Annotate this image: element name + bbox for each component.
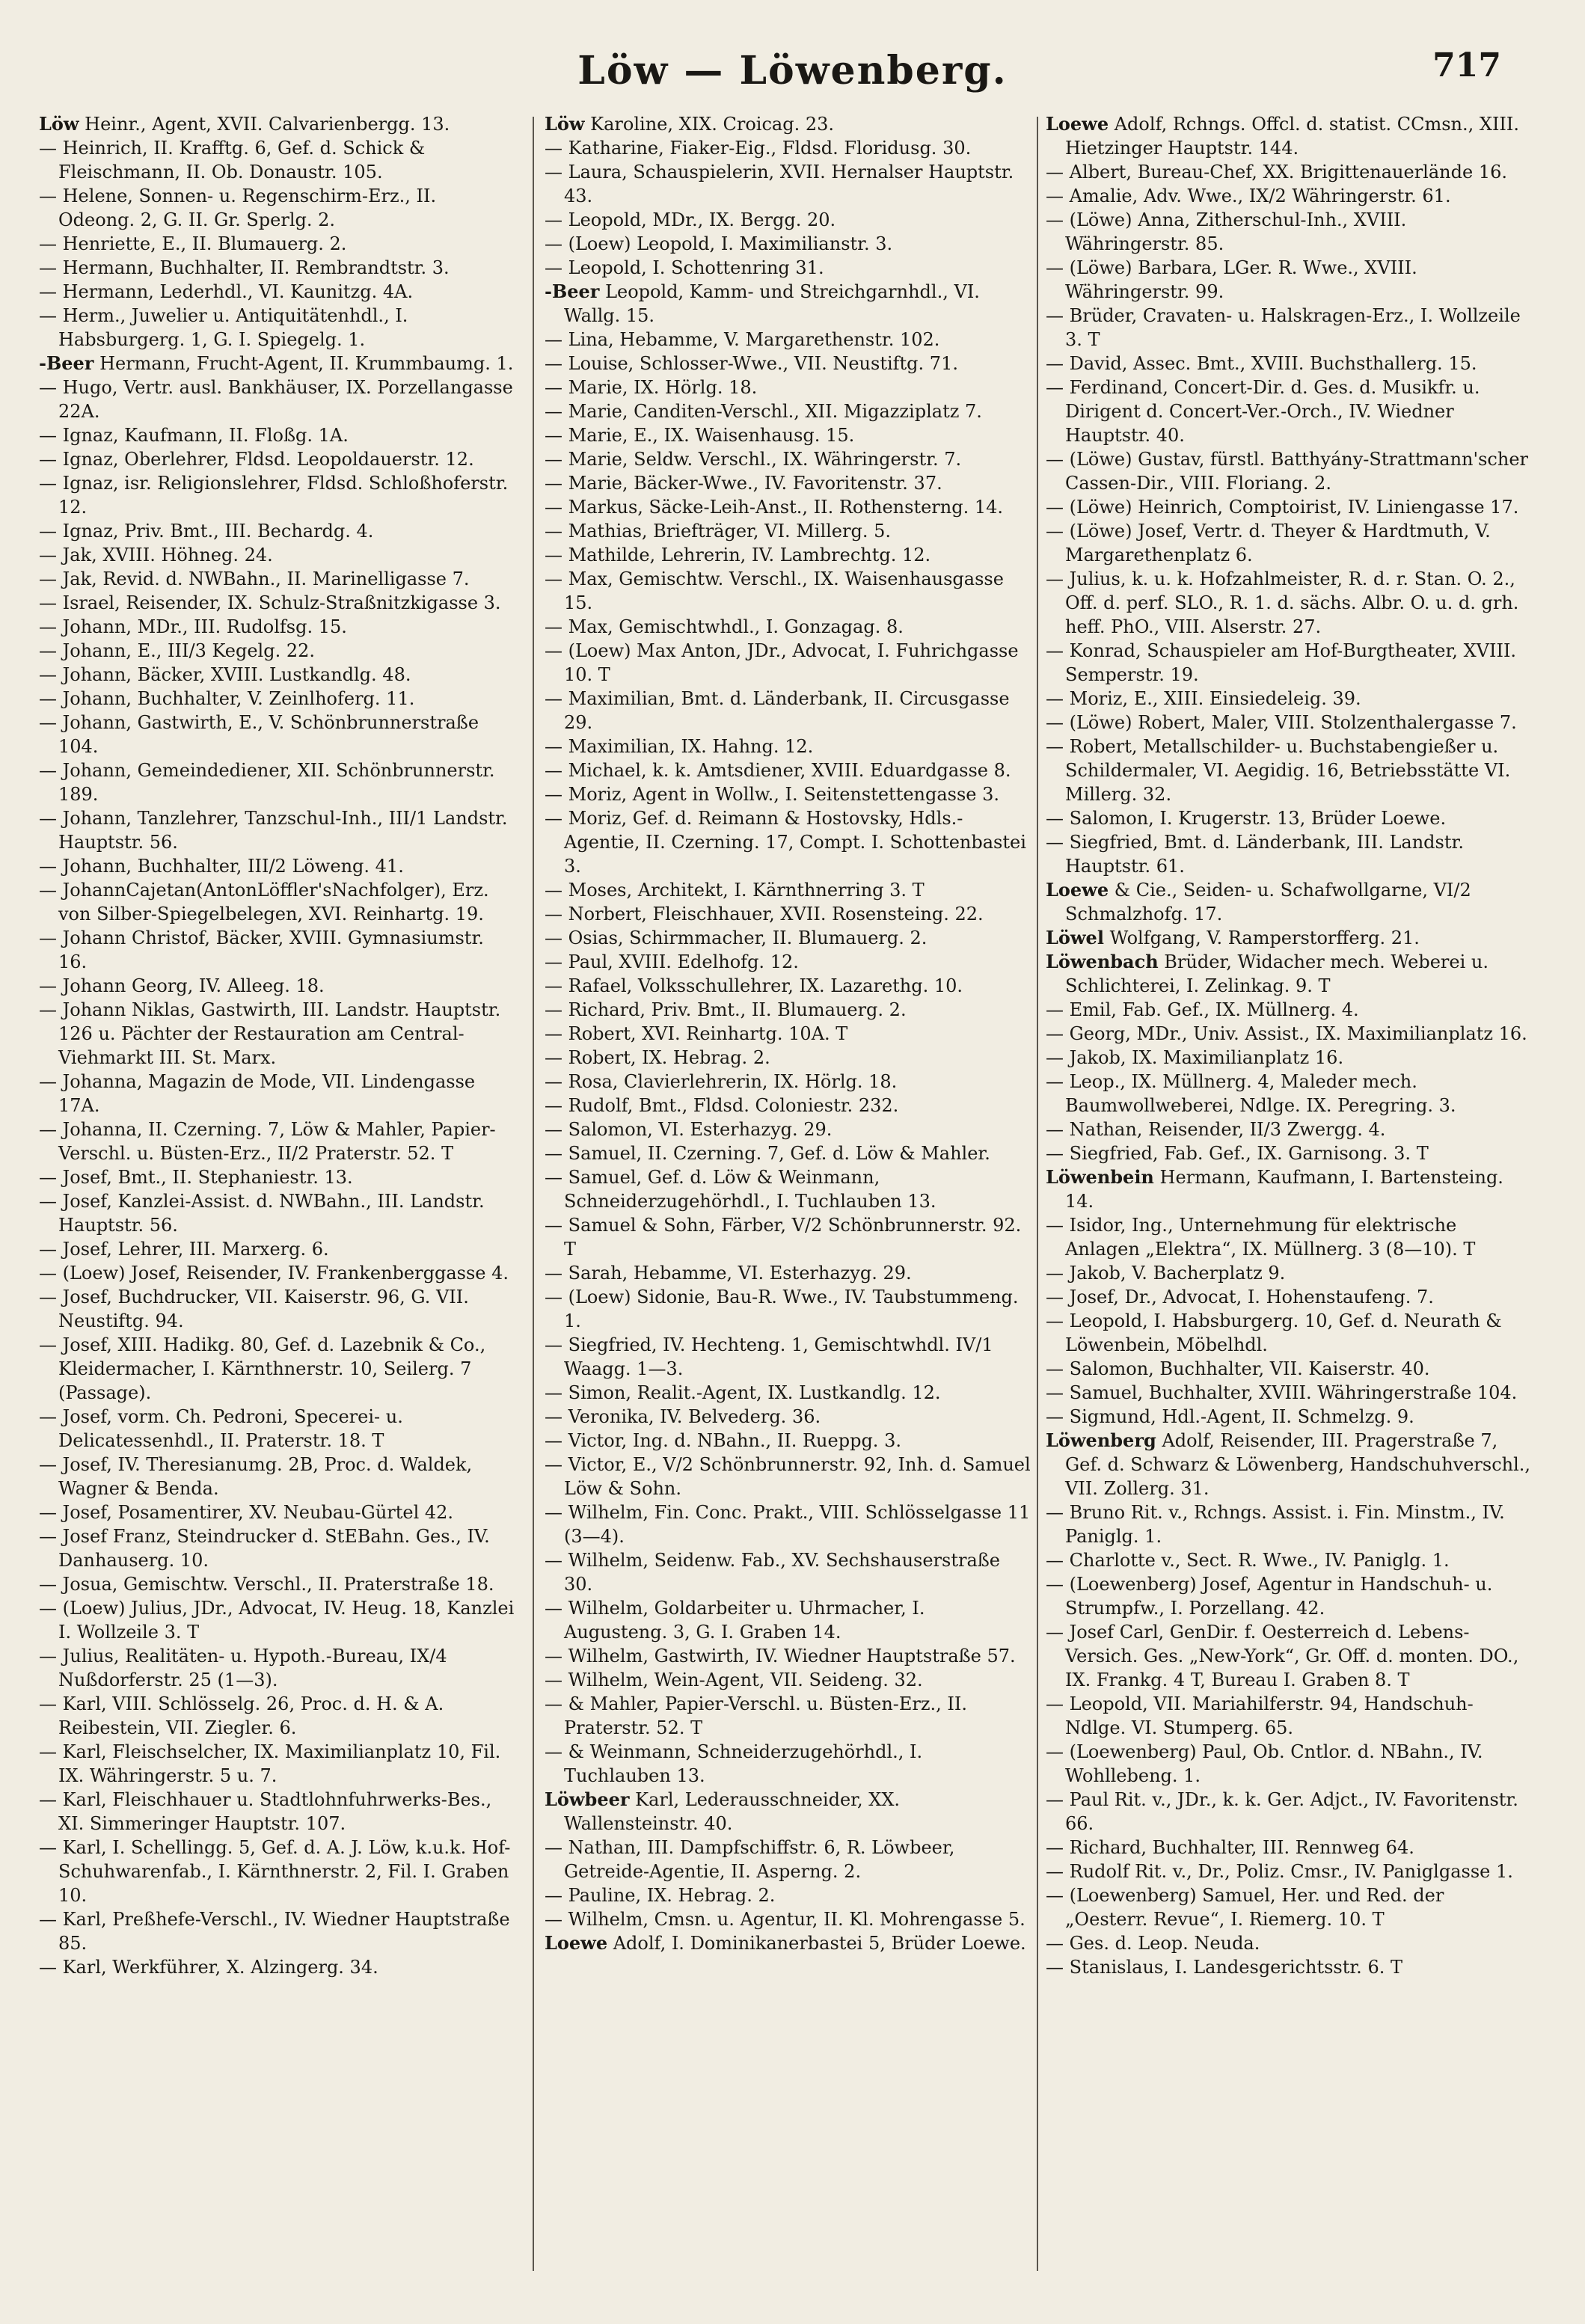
directory-entry: Loewe & Cie., Seiden- u. Schafwollgarne, VI/2 Schmalzhofg. 17. (1046, 879, 1471, 925)
directory-entry: — Samuel & Sohn, Färber, V/2 Schönbrunnerstr. 92. T (545, 1215, 1022, 1260)
directory-entry: — Leopold, I. Habsburgerg. 10, Gef. d. Neurath & Löwenbein, Möbelhdl. (1046, 1310, 1502, 1355)
directory-entry: — Nathan, III. Dampfschiffstr. 6, R. Löwbeer, Getreide-Agentie, II. Asperng. 2. (545, 1837, 955, 1882)
directory-entry: — Josef, Bmt., II. Stephaniestr. 13. (39, 1167, 353, 1188)
directory-entry: — Lina, Hebamme, V. Margarethenstr. 102. (545, 329, 940, 350)
directory-entry: — Maximilian, Bmt. d. Länderbank, II. Circusgasse 29. (545, 688, 1010, 733)
directory-entry: — Amalie, Adv. Wwe., IX/2 Währingerstr. 61. (1046, 186, 1451, 206)
directory-entry: Loewe Adolf, Rchngs. Offcl. d. statist. CCmsn., XIII. Hietzinger Hauptstr. 144. (1046, 113, 1520, 159)
directory-entry: — Josef, IV. Theresianumg. 2B, Proc. d. Waldek, Wagner & Benda. (39, 1454, 473, 1499)
directory-entry: — Josef, Kanzlei-Assist. d. NWBahn., III. Landstr. Hauptstr. 56. (39, 1191, 485, 1236)
directory-entry: — Rudolf, Bmt., Fldsd. Coloniestr. 232. (545, 1095, 899, 1116)
directory-entry: — & Weinmann, Schneiderzugehörhdl., I. Tuchlauben 13. (545, 1741, 923, 1786)
directory-entry: — Marie, Seldw. Verschl., IX. Währingerstr. 7. (545, 449, 962, 470)
directory-entry: — (Loew) Leopold, I. Maximilianstr. 3. (545, 233, 893, 254)
directory-entry: — Ignaz, Priv. Bmt., III. Bechardg. 4. (39, 521, 374, 542)
directory-entry: — Rosa, Clavierlehrerin, IX. Hörlg. 18. (545, 1071, 898, 1092)
directory-entry: — Konrad, Schauspieler am Hof-Burgtheater, XVIII. Semperstr. 19. (1046, 640, 1517, 685)
directory-entry: — (Loewenberg) Paul, Ob. Cntlor. d. NBahn., IV. Wohllebeng. 1. (1046, 1741, 1483, 1786)
directory-entry: — Rafael, Volksschullehrer, IX. Lazarethg. 10. (545, 975, 963, 996)
directory-entry: — Norbert, Fleischhauer, XVII. Rosensteing. 22. (545, 904, 984, 925)
directory-entry: — Julius, k. u. k. Hofzahlmeister, R. d. r. Stan. O. 2., Off. d. perf. SLO., R. 1. d. sächs. Albr. O. u. d. grh. heff. PhO., VIII. Alserstr. 27. (1046, 568, 1519, 637)
directory-entry: Löw Karoline, XIX. Croicag. 23. (545, 113, 835, 135)
directory-entry: — Stanislaus, I. Landesgerichtsstr. 6. T (1046, 1957, 1402, 1978)
directory-entry: — Johanna, II. Czerning. 7, Löw & Mahler, Papier-Verschl. u. Büsten-Erz., II/2 Praterstr. 52. T (39, 1119, 496, 1164)
directory-entry: — Josua, Gemischtw. Verschl., II. Praterstraße 18. (39, 1574, 494, 1595)
directory-entry: — Michael, k. k. Amtsdiener, XVIII. Eduardgasse 8. (545, 760, 1011, 781)
directory-entry: — Pauline, IX. Hebrag. 2. (545, 1885, 776, 1906)
directory-entry: — Moriz, Gef. d. Reimann & Hostovsky, Hdls.-Agentie, II. Czerning. 17, Compt. I. Schottenbastei 3. (545, 808, 1026, 877)
directory-entry: — Josef, Posamentirer, XV. Neubau-Gürtel 42. (39, 1502, 454, 1523)
directory-entry: — Simon, Realit.-Agent, IX. Lustkandlg. 12. (545, 1382, 941, 1403)
directory-entry: — Helene, Sonnen- u. Regenschirm-Erz., II. Odeong. 2, G. II. Gr. Sperlg. 2. (39, 186, 437, 230)
directory-entry: — Paul, XVIII. Edelhofg. 12. (545, 951, 799, 972)
directory-entry: — Sarah, Hebamme, VI. Esterhazyg. 29. (545, 1263, 912, 1284)
directory-entry: — Albert, Bureau-Chef, XX. Brigittenauerlände 16. (1046, 162, 1507, 183)
directory-entry: — Marie, E., IX. Waisenhausg. 15. (545, 425, 855, 446)
directory-entry: — (Loew) Max Anton, JDr., Advocat, I. Fuhrichgasse 10. T (545, 640, 1019, 685)
running-head (0, 43, 1585, 111)
directory-entry: — Samuel, II. Czerning. 7, Gef. d. Löw & Mahler. (545, 1143, 990, 1164)
directory-entry: — (Löwe) Robert, Maler, VIII. Stolzenthalergasse 7. (1046, 712, 1517, 733)
directory-entry: — Salomon, I. Krugerstr. 13, Brüder Loewe. (1046, 808, 1447, 829)
directory-entry: — Karl, VIII. Schlösselg. 26, Proc. d. H. & A. Reibestein, VII. Ziegler. 6. (39, 1693, 444, 1738)
directory-entry: — Jakob, IX. Maximilianplatz 16. (1046, 1047, 1344, 1068)
directory-entry: — Victor, Ing. d. NBahn., II. Rueppg. 3. (545, 1430, 901, 1451)
directory-entry: — Hermann, Lederhdl., VI. Kaunitzg. 4A. (39, 281, 414, 302)
directory-entry: — Hermann, Buchhalter, II. Rembrandtstr. 3. (39, 257, 450, 278)
directory-entry: — Salomon, Buchhalter, VII. Kaiserstr. 40. (1046, 1358, 1430, 1379)
directory-entry: — (Löwe) Josef, Vertr. d. Theyer & Hardtmuth, V. Margarethenplatz 6. (1046, 521, 1491, 565)
directory-entry: — Johanna, Magazin de Mode, VII. Lindengasse 17A. (39, 1071, 476, 1116)
directory-entry: — Brüder, Cravaten- u. Halskragen-Erz., I. Wollzeile 3. T (1046, 305, 1521, 350)
directory-entry: — Jak, Revid. d. NWBahn., II. Marinelligasse 7. (39, 568, 470, 589)
directory-entry: — Max, Gemischtw. Verschl., IX. Waisenhausgasse 15. (545, 568, 1004, 613)
directory-entry: — Johann Niklas, Gastwirth, III. Landstr. Hauptstr. 126 u. Pächter der Restauration am Central-Viehmarkt III. St. Marx. (39, 999, 501, 1068)
directory-entry: — Wilhelm, Goldarbeiter u. Uhrmacher, I. Augusteng. 3, G. I. Graben 14. (545, 1598, 925, 1643)
directory-entry: — Johann, Gemeindediener, XII. Schönbrunnerstr. 189. (39, 760, 495, 805)
directory-entry: — & Mahler, Papier-Verschl. u. Büsten-Erz., II. Praterstr. 52. T (545, 1693, 967, 1738)
directory-entry: — Moriz, E., XIII. Einsiedeleig. 39. (1046, 688, 1361, 709)
directory-entry: — Josef Franz, Steindrucker d. StEBahn. Ges., IV. Danhauserg. 10. (39, 1526, 490, 1571)
directory-entry: — Bruno Rit. v., Rchngs. Assist. i. Fin. Minstm., IV. Paniglg. 1. (1046, 1502, 1505, 1547)
page-title: Löw — Löwenberg. (577, 48, 1008, 93)
directory-entry: — Johann, Bäcker, XVIII. Lustkandlg. 48. (39, 664, 411, 685)
directory-entry: — Ges. d. Leop. Neuda. (1046, 1933, 1260, 1954)
directory-entry: — Mathias, Briefträger, VI. Millerg. 5. (545, 521, 891, 542)
directory-entry: — Leopold, VII. Mariahilferstr. 94, Handschuh-Ndlge. VI. Stumperg. 65. (1046, 1693, 1474, 1738)
directory-entry: — Max, Gemischtwhdl., I. Gonzagag. 8. (545, 616, 904, 637)
directory-entry: — Mathilde, Lehrerin, IV. Lambrechtg. 12. (545, 545, 931, 565)
directory-entry: — Karl, I. Schellingg. 5, Gef. d. A. J. Löw, k.u.k. Hof-Schuhwarenfab., I. Kärnthnerstr. 2, Fil. I. Graben 10. (39, 1837, 511, 1906)
directory-entry: — Siegfried, IV. Hechteng. 1, Gemischtwhdl. IV/1 Waagg. 1—3. (545, 1334, 993, 1379)
directory-entry: — Heinrich, II. Krafftg. 6, Gef. d. Schick & Fleischmann, II. Ob. Donaustr. 105. (39, 138, 426, 183)
directory-entry: — Henriette, E., II. Blumauerg. 2. (39, 233, 347, 254)
directory-entry: Löwel Wolfgang, V. Ramperstorfferg. 21. (1046, 927, 1420, 948)
directory-entry: — David, Assec. Bmt., XVIII. Buchsthallerg. 15. (1046, 353, 1477, 374)
directory-entry: — Hugo, Vertr. ausl. Bankhäuser, IX. Porzellangasse 22A. (39, 377, 513, 422)
directory-entry: — Johann, Buchhalter, V. Zeinlhoferg. 11. (39, 688, 415, 709)
directory-entry: Loewe Adolf, I. Dominikanerbastei 5, Brüder Loewe. (545, 1932, 1026, 1954)
directory-entry: — Robert, XVI. Reinhartg. 10A. T (545, 1023, 848, 1044)
directory-entry: — Ignaz, Oberlehrer, Fldsd. Leopoldauerstr. 12. (39, 449, 474, 470)
directory-entry: — (Loew) Josef, Reisender, IV. Frankenberggasse 4. (39, 1263, 509, 1284)
directory-entry: — Robert, IX. Hebrag. 2. (545, 1047, 770, 1068)
directory-entry: — JohannCajetan(AntonLöffler'sNachfolger), Erz. von Silber-Spiegelbelegen, XVI. Reinhartg. 19. (39, 880, 489, 925)
directory-entry: — Johann, MDr., III. Rudolfsg. 15. (39, 616, 347, 637)
directory-entry: — Moses, Architekt, I. Kärnthnerring 3. T (545, 880, 925, 901)
directory-entry: — Wilhelm, Seidenw. Fab., XV. Sechshauserstraße 30. (545, 1550, 1000, 1595)
directory-entry: — Maximilian, IX. Hahng. 12. (545, 736, 814, 757)
directory-entry: -Beer Leopold, Kamm- und Streichgarnhdl., VI. Wallg. 15. (545, 280, 980, 326)
directory-entry: — Leopold, MDr., IX. Bergg. 20. (545, 209, 836, 230)
directory-entry: — Karl, Werkführer, X. Alzingerg. 34. (39, 1957, 378, 1978)
directory-entry: — Isidor, Ing., Unternehmung für elektrische Anlagen „Elektra“, IX. Müllnerg. 3 (8—10). T (1046, 1215, 1476, 1260)
directory-entry: — Richard, Buchhalter, III. Rennweg 64. (1046, 1837, 1414, 1858)
directory-entry: — Laura, Schauspielerin, XVII. Hernalser Hauptstr. 43. (545, 162, 1014, 206)
directory-entry: — Josef, XIII. Hadikg. 80, Gef. d. Lazebnik & Co., Kleidermacher, I. Kärnthnerstr. 10, Seilerg. 7 (Passage). (39, 1334, 486, 1403)
directory-entry: — Moriz, Agent in Wollw., I. Seitenstettengasse 3. (545, 784, 1000, 805)
directory-entry: — Josef, vorm. Ch. Pedroni, Specerei- u. Delicatessenhdl., II. Praterstr. 18. T (39, 1406, 403, 1451)
directory-entry: — Rudolf Rit. v., Dr., Poliz. Cmsr., IV. Paniglgasse 1. (1046, 1861, 1513, 1882)
directory-entry: — Siegfried, Bmt. d. Länderbank, III. Landstr. Hauptstr. 61. (1046, 832, 1464, 877)
directory-entry: — Katharine, Fiaker-Eig., Fldsd. Floridusg. 30. (545, 138, 972, 159)
directory-entry: — Ignaz, isr. Religionslehrer, Fldsd. Schloßhoferstr. 12. (39, 473, 509, 518)
directory-entry: — Markus, Säcke-Leih-Anst., II. Rothensterng. 14. (545, 497, 1004, 518)
directory-entry: — Robert, Metallschilder- u. Buchstabengießer u. Schildermaler, VI. Aegidig. 16, Betriebsstätte VI. Millerg. 32. (1046, 736, 1511, 805)
directory-entry: — Ferdinand, Concert-Dir. d. Ges. d. Musikfr. u. Dirigent d. Concert-Ver.-Orch., IV. Wiedner Hauptstr. 40. (1046, 377, 1480, 446)
directory-entry: Löw Heinr., Agent, XVII. Calvarienbergg. 13. (39, 113, 450, 135)
directory-entry: — Emil, Fab. Gef., IX. Müllnerg. 4. (1046, 999, 1359, 1020)
column-3 (1046, 112, 1532, 2266)
directory-entry: — Veronika, IV. Belvederg. 36. (545, 1406, 821, 1427)
directory-entry: — Leop., IX. Müllnerg. 4, Maleder mech. Baumwollweberei, Ndlge. IX. Peregring. 3. (1046, 1071, 1456, 1116)
directory-entry: — Josef, Dr., Advocat, I. Hohenstaufeng. 7. (1046, 1287, 1434, 1307)
directory-entry: — Wilhelm, Cmsn. u. Agentur, II. Kl. Mohrengasse 5. (545, 1909, 1026, 1930)
directory-entry: — Georg, MDr., Univ. Assist., IX. Maximilianplatz 16. (1046, 1023, 1527, 1044)
directory-entry: — Ignaz, Kaufmann, II. Floßg. 1A. (39, 425, 349, 446)
directory-entry: — Victor, E., V/2 Schönbrunnerstr. 92, Inh. d. Samuel Löw & Sohn. (545, 1454, 1031, 1499)
directory-entry: — Johann Georg, IV. Alleeg. 18. (39, 975, 325, 996)
directory-entry: — Johann, Gastwirth, E., V. Schönbrunnerstraße 104. (39, 712, 479, 757)
directory-entry: — Siegfried, Fab. Gef., IX. Garnisong. 3. T (1046, 1143, 1429, 1164)
directory-entry: — Johann, Tanzlehrer, Tanzschul-Inh., III/1 Landstr. Hauptstr. 56. (39, 808, 508, 853)
directory-entry: — Leopold, I. Schottenring 31. (545, 257, 824, 278)
directory-entry: Löwenberg Adolf, Reisender, III. Pragerstraße 7, Gef. d. Schwarz & Löwenberg, Handschuhverschl., VII. Zollerg. 31. (1046, 1429, 1531, 1499)
directory-entry: — Johann, Buchhalter, III/2 Löweng. 41. (39, 856, 404, 877)
directory-entry: — Josef, Buchdrucker, VII. Kaiserstr. 96, G. VII. Neustiftg. 94. (39, 1287, 469, 1331)
directory-entry: — Jakob, V. Bacherplatz 9. (1046, 1263, 1286, 1284)
directory-entry: — Marie, Canditen-Verschl., XII. Migazziplatz 7. (545, 401, 982, 422)
directory-entry: — Samuel, Gef. d. Löw & Weinmann, Schneiderzugehörhdl., I. Tuchlauben 13. (545, 1167, 936, 1212)
directory-entry: — Sigmund, Hdl.-Agent, II. Schmelzg. 9. (1046, 1406, 1414, 1427)
page-number: 717 (1432, 46, 1501, 85)
directory-entry: — Richard, Priv. Bmt., II. Blumauerg. 2. (545, 999, 907, 1020)
directory-entry: — Karl, Fleischselcher, IX. Maximilianplatz 10, Fil. IX. Währingerstr. 5 u. 7. (39, 1741, 501, 1786)
directory-entry: — (Löwe) Heinrich, Comptoirist, IV. Liniengasse 17. (1046, 497, 1519, 518)
directory-entry: — (Löwe) Barbara, LGer. R. Wwe., XVIII. Währingerstr. 99. (1046, 257, 1417, 302)
directory-entry: — Julius, Realitäten- u. Hypoth.-Bureau, IX/4 Nußdorferstr. 25 (1—3). (39, 1646, 447, 1690)
directory-entry: — Paul Rit. v., JDr., k. k. Ger. Adjct., IV. Favoritenstr. 66. (1046, 1789, 1518, 1834)
directory-entry: — (Loew) Sidonie, Bau-R. Wwe., IV. Taubstummeng. 1. (545, 1287, 1019, 1331)
directory-entry: — Herm., Juwelier u. Antiquitätenhdl., I. Habsburgerg. 1, G. I. Spiegelg. 1. (39, 305, 408, 350)
directory-entry: — (Löwe) Anna, Zitherschul-Inh., XVIII. Währingerstr. 85. (1046, 209, 1407, 254)
directory-entry: — Louise, Schlosser-Wwe., VII. Neustiftg. 71. (545, 353, 958, 374)
directory-entry: — Salomon, VI. Esterhazyg. 29. (545, 1119, 833, 1140)
directory-columns (39, 112, 1531, 2281)
directory-entry: — Jak, XVIII. Höhneg. 24. (39, 545, 273, 565)
directory-entry: — Josef, Lehrer, III. Marxerg. 6. (39, 1239, 329, 1260)
directory-entry: — Karl, Fleischhauer u. Stadtlohnfuhrwerks-Bes., XI. Simmeringer Hauptstr. 107. (39, 1789, 492, 1834)
directory-entry: — Osias, Schirmmacher, II. Blumauerg. 2. (545, 928, 928, 948)
directory-entry: — (Loewenberg) Samuel, Her. und Red. der „Oesterr. Revue“, I. Riemerg. 10. T (1046, 1885, 1444, 1930)
column-2 (545, 112, 1031, 2266)
directory-entry: — Johann Christof, Bäcker, XVIII. Gymnasiumstr. 16. (39, 928, 484, 972)
directory-entry: — Marie, Bäcker-Wwe., IV. Favoritenstr. 37. (545, 473, 942, 494)
directory-entry: Löwenbein Hermann, Kaufmann, I. Bartensteing. 14. (1046, 1166, 1503, 1212)
directory-entry: — Josef Carl, GenDir. f. Oesterreich d. Lebens-Versich. Ges. „New-York“, Gr. Off. d. monten. DO., IX. Frankg. 4 T, Bureau I. Graben 8. T (1046, 1622, 1519, 1690)
directory-entry: -Beer Hermann, Frucht-Agent, II. Krummbaumg. 1. (39, 352, 514, 374)
directory-entry: Löwbeer Karl, Lederausschneider, XX. Wallensteinstr. 40. (545, 1788, 901, 1834)
directory-entry: — (Loewenberg) Josef, Agentur in Handschuh- u. Strumpfw., I. Porzellang. 42. (1046, 1574, 1493, 1619)
directory-entry: — Israel, Reisender, IX. Schulz-Straßnitzkigasse 3. (39, 592, 501, 613)
directory-entry: Löwenbach Brüder, Widacher mech. Weberei u. Schlichterei, I. Zelinkag. 9. T (1046, 951, 1489, 996)
directory-entry: — (Loew) Julius, JDr., Advocat, IV. Heug. 18, Kanzlei I. Wollzeile 3. T (39, 1598, 515, 1643)
directory-entry: — Nathan, Reisender, II/3 Zwergg. 4. (1046, 1119, 1386, 1140)
column-divider (533, 117, 534, 2271)
directory-entry: — Marie, IX. Hörlg. 18. (545, 377, 758, 398)
directory-entry: — Wilhelm, Gastwirth, IV. Wiedner Hauptstraße 57. (545, 1646, 1016, 1667)
directory-entry: — Samuel, Buchhalter, XVIII. Währingerstraße 104. (1046, 1382, 1518, 1403)
column-1 (39, 112, 518, 2266)
directory-entry: — Johann, E., III/3 Kegelg. 22. (39, 640, 315, 661)
directory-entry: — Wilhelm, Wein-Agent, VII. Seideng. 32. (545, 1670, 923, 1690)
column-divider (1037, 117, 1038, 2271)
directory-entry: — (Löwe) Gustav, fürstl. Batthyány-Strattmann'scher Cassen-Dir., VIII. Floriang. 2. (1046, 449, 1528, 494)
directory-entry: — Karl, Preßhefe-Verschl., IV. Wiedner Hauptstraße 85. (39, 1909, 510, 1954)
directory-entry: — Wilhelm, Fin. Conc. Prakt., VIII. Schlösselgasse 11 (3—4). (545, 1502, 1031, 1547)
directory-entry: — Charlotte v., Sect. R. Wwe., IV. Paniglg. 1. (1046, 1550, 1450, 1571)
